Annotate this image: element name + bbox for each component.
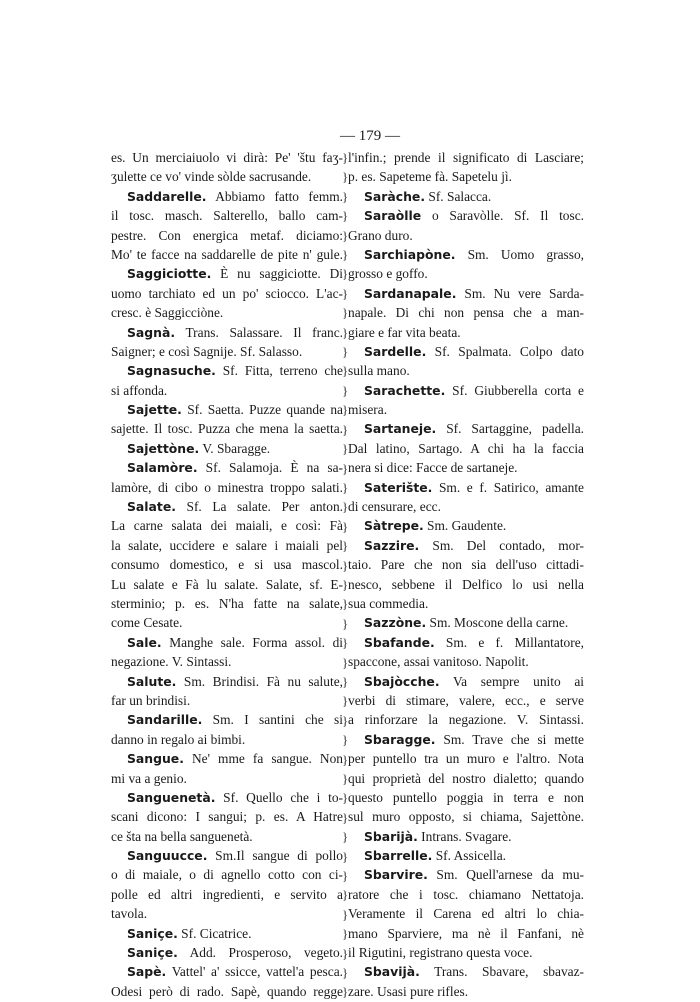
entry-headword: Sangue.	[127, 751, 184, 767]
entry-text: Sm. I santini che si	[202, 712, 343, 728]
entry-text: mano Sparviere, ma nè il Fanfani, nè	[348, 925, 584, 941]
entry-text: di censurare, ecc.	[348, 499, 441, 515]
text-line	[348, 769, 584, 788]
entry-text: tavola.	[111, 906, 148, 922]
text-line	[348, 788, 584, 807]
dictionary-entry-line	[111, 400, 343, 419]
entry-text: sulla mano.	[348, 363, 410, 379]
entry-text: p. es. Sapeteme fà. Sapetelu jì.	[348, 169, 512, 185]
column-divider: } } } } } } } } } } } } } } } } } } } } } } } } } } } } } } } } } } } } } } } } } } } }	[342, 150, 349, 1000]
entry-headword: Sardanapale.	[364, 285, 457, 301]
entry-text: Vattel' a' ssicce, vattel'a pesca.	[166, 964, 343, 980]
entry-headword: Sbarvire.	[364, 867, 428, 883]
entry-text: Grano duro.	[348, 227, 413, 243]
text-line	[111, 206, 343, 225]
entry-text: grosso e goffo.	[348, 266, 428, 282]
text-line	[111, 575, 343, 594]
entry-text: Manghe sale. Forma assol. di	[161, 634, 343, 650]
text-line	[348, 575, 584, 594]
entry-text: Dal latino, Sartago. A chi ha la faccia	[348, 440, 584, 456]
entry-text: Trans. Sbavare, sbavaz-	[419, 964, 584, 980]
dictionary-entry-line	[348, 419, 584, 438]
entry-headword: Sandarille.	[127, 712, 203, 728]
entry-headword: Sajettòne.	[127, 440, 200, 456]
text-line	[111, 904, 343, 923]
entry-text: Sf. Cicatrice.	[177, 925, 252, 941]
entry-headword: Saràche.	[364, 188, 426, 204]
dictionary-entry-line	[111, 672, 343, 691]
entry-text: uomo tarchiato ed un po' sciocco. L'ac-	[111, 285, 343, 301]
entry-text: a rinforzare la negazione. V. Sintassi.	[348, 712, 584, 728]
entry-text: Intrans. Svagare.	[417, 828, 512, 844]
text-line	[348, 807, 584, 826]
text-line	[348, 361, 584, 380]
entry-text: Veramente il Carena ed altri lo chia-	[348, 906, 584, 922]
text-line	[111, 284, 343, 303]
entry-headword: Saraòlle	[364, 208, 422, 224]
dictionary-entry-line	[111, 458, 343, 477]
entry-headword: Saniçe.	[127, 925, 178, 941]
dictionary-entry-line	[348, 245, 584, 264]
entry-text: misera.	[348, 402, 388, 418]
entry-headword: Sbajòcche.	[364, 673, 440, 689]
entry-headword: Sbaragge.	[364, 731, 436, 747]
text-line	[348, 652, 584, 671]
entry-text: cresc. è Saggicciòne.	[111, 305, 224, 321]
entry-headword: Sardelle.	[364, 343, 427, 359]
entry-headword: Sanguenetà.	[127, 789, 216, 805]
left-column	[111, 148, 343, 1001]
text-line	[348, 749, 584, 768]
entry-headword: Sbarijà.	[364, 828, 418, 844]
entry-text: zare. Usasi pure rifles.	[348, 983, 469, 999]
entry-text: consumo domestico, e si usa mascol.	[111, 557, 343, 573]
entry-text: lamòre, di cibo o minestra troppo salati.	[111, 479, 343, 495]
text-line	[348, 885, 584, 904]
entry-text: Sf. Sartaggine, padella.	[436, 421, 584, 437]
text-line	[111, 865, 343, 884]
entry-text: il tosc. masch. Salterello, ballo cam-	[111, 208, 343, 224]
text-line	[111, 536, 343, 555]
entry-text: qui proprietà del nostro dialetto; quando	[348, 770, 584, 786]
entry-headword: Sartaneje.	[364, 421, 437, 437]
entry-text: Trans. Salassare. Il franc.	[175, 324, 343, 340]
text-line	[348, 226, 584, 245]
entry-text: Lu salate e Fà lu salate. Salate, sf. E-	[111, 576, 343, 592]
entry-text: Sm. e f. Satirico, amante	[432, 479, 584, 495]
entry-text: l'infin.; prende il significato di Lasciare;	[348, 150, 584, 165]
dictionary-entry-line	[348, 284, 584, 303]
entry-text: sajette. Il tosc. Puzza che mena la saetta.	[111, 421, 343, 437]
text-line	[111, 226, 343, 245]
dictionary-entry-line	[111, 846, 343, 865]
entry-text: Add. Prosperoso, vegeto.	[177, 945, 343, 961]
text-line	[348, 943, 584, 962]
dictionary-entry-line	[348, 633, 584, 652]
entry-headword: Sbarrelle.	[364, 848, 433, 864]
entry-headword: Sazzire.	[364, 537, 420, 553]
text-line	[111, 419, 343, 438]
entry-text: taio. Pare che non sia dell'uso cittadi-	[348, 557, 584, 573]
entry-text: La carne salata dei maiali, e così: Fà	[111, 518, 343, 534]
text-line	[111, 245, 343, 264]
text-line	[111, 730, 343, 749]
entry-text: Sf. Quello che i to-	[215, 789, 343, 805]
entry-text: V. Sbaragge.	[199, 440, 271, 456]
entry-text: come Cesate.	[111, 615, 183, 631]
entry-text: Mo' te facce na saddarelle de pite n' gule.	[111, 246, 343, 262]
entry-headword: Saterište.	[364, 479, 433, 495]
entry-text: spaccone, assai vanitoso. Napolit.	[348, 654, 529, 670]
text-line	[111, 807, 343, 826]
entry-text: Sm. e f. Millantatore,	[434, 634, 584, 650]
entry-headword: Salate.	[127, 499, 176, 515]
entry-headword: Salamòre.	[127, 460, 198, 476]
dictionary-entry-line	[111, 633, 343, 652]
dictionary-entry-line	[348, 962, 584, 981]
entry-text: il Rigutini, registrano questa voce.	[348, 945, 533, 961]
entry-text: Sm. Nu vere Sarda-	[456, 285, 584, 301]
text-line	[348, 323, 584, 342]
entry-headword: Saniçe.	[127, 945, 178, 961]
entry-text: sul muro opposto, si chiama, Sajettòne.	[348, 809, 584, 825]
text-line	[111, 652, 343, 671]
entry-text: verbi di stimare, valere, ecc., e serve	[348, 692, 584, 708]
entry-text: mi va a genio.	[111, 770, 187, 786]
entry-text: sterminio; p. es. N'ha fatte na salate,	[111, 595, 343, 611]
text-line	[348, 497, 584, 516]
dictionary-entry-line	[111, 323, 343, 342]
entry-text: Sf. Salacca.	[425, 188, 492, 204]
dictionary-entry-line	[348, 478, 584, 497]
entry-text: Sf. Fitta, terreno che	[215, 363, 343, 379]
entry-text: es. Un merciaiuolo vi dirà: Pe' 'štu faʒ-	[111, 150, 343, 165]
text-line	[348, 439, 584, 458]
dictionary-entry-line	[111, 497, 343, 516]
entry-text: Sf. Salamoja. È na sa-	[197, 460, 343, 476]
entry-headword: Sajette.	[127, 402, 182, 418]
entry-text: Sm. Gaudente.	[423, 518, 507, 534]
dictionary-entry-line	[348, 730, 584, 749]
dictionary-entry-line	[348, 206, 584, 225]
entry-text: napale. Di chi non pensa che a man-	[348, 305, 584, 321]
text-line	[111, 478, 343, 497]
dictionary-entry-line	[348, 827, 584, 846]
entry-text: sua commedia.	[348, 595, 429, 611]
entry-headword: Sbavijà.	[364, 964, 420, 980]
entry-headword: Sagnasuche.	[127, 363, 216, 379]
entry-headword: Saddarelle.	[127, 188, 207, 204]
entry-text: danno in regalo ai bimbi.	[111, 731, 246, 747]
entry-text: Sm. Del contado, mor-	[419, 537, 584, 553]
dictionary-entry-line	[348, 516, 584, 535]
entry-headword: Sanguucce.	[127, 848, 208, 864]
entry-headword: Sarachette.	[364, 382, 446, 398]
entry-text: o di maiale, o di agnello cotto con ci-	[111, 867, 343, 883]
entry-text: Va sempre unito ai	[439, 673, 584, 689]
text-line	[111, 827, 343, 846]
entry-text: Sm. Brindisi. Fà nu salute,	[176, 673, 343, 689]
entry-text: nera si dice: Facce de sartaneje.	[348, 460, 518, 476]
dictionary-entry-line	[111, 924, 343, 943]
text-line	[348, 148, 584, 167]
text-line	[348, 400, 584, 419]
text-line	[348, 924, 584, 943]
entry-text: Sm. Moscone della carne.	[426, 615, 569, 631]
entry-text: È nu saggiciotte. Di	[211, 266, 343, 282]
entry-text: far un brindisi.	[111, 692, 191, 708]
entry-text: Sm.Il sangue di pollo	[207, 848, 343, 864]
entry-headword: Saggiciotte.	[127, 266, 212, 282]
entry-text: Sf. Assicella.	[432, 848, 507, 864]
dictionary-entry-line	[111, 361, 343, 380]
text-line	[111, 691, 343, 710]
entry-text: giare e far vita beata.	[348, 324, 461, 340]
entry-headword: Sarchiapòne.	[364, 246, 456, 262]
dictionary-entry-line	[111, 264, 343, 283]
dictionary-entry-line	[348, 381, 584, 400]
text-line	[348, 710, 584, 729]
text-line	[111, 613, 343, 632]
text-line	[348, 691, 584, 710]
dictionary-entry-line	[348, 342, 584, 361]
dictionary-entry-line	[348, 613, 584, 632]
entry-headword: Sale.	[127, 634, 162, 650]
entry-text: per puntello tra un muro e l'altro. Nota	[348, 751, 584, 767]
dictionary-entry-line	[111, 749, 343, 768]
text-line	[111, 381, 343, 400]
dictionary-entry-line	[111, 962, 343, 981]
entry-text: ce šta na bella sanguenetà.	[111, 828, 253, 844]
dictionary-entry-line	[348, 846, 584, 865]
entry-text: si affonda.	[111, 382, 168, 398]
entry-headword: Sazzòne.	[364, 615, 427, 631]
text-line	[111, 342, 343, 361]
text-line	[111, 167, 343, 186]
dictionary-entry-line	[348, 536, 584, 555]
entry-headword: Sagnà.	[127, 324, 176, 340]
entry-text: pestre. Con energica metaf. diciamo:	[111, 227, 343, 243]
text-line	[348, 167, 584, 186]
text-line	[111, 594, 343, 613]
text-line	[348, 982, 584, 1001]
text-line	[348, 555, 584, 574]
entry-text: Sf. Spalmata. Colpo dato	[426, 343, 584, 359]
entry-headword: Salute.	[127, 673, 177, 689]
entry-text: questo puntello poggia in terra e non	[348, 789, 584, 805]
text-line	[111, 982, 343, 1001]
text-line	[111, 516, 343, 535]
entry-text: Saigner; e così Sagnije. Sf. Salasso.	[111, 343, 303, 359]
text-line	[111, 769, 343, 788]
entry-text: Sf. Saetta. Puzze quande na	[181, 402, 343, 418]
entry-text: Abbiamo fatto femm.	[206, 188, 343, 204]
dictionary-entry-line	[111, 788, 343, 807]
entry-text: negazione. V. Sintassi.	[111, 654, 232, 670]
entry-text: Sf. Giubberella corta e	[445, 382, 584, 398]
entry-text: Odesi però di rado. Sapè, quando regge	[111, 983, 343, 999]
dictionary-entry-line	[348, 187, 584, 206]
entry-text: polle ed altri ingredienti, e servito a	[111, 886, 343, 902]
entry-text: la salate, uccidere e salare i maiali pel	[111, 537, 343, 553]
entry-text: Sm. Quell'arnese da mu-	[427, 867, 584, 883]
dictionary-entry-line	[348, 672, 584, 691]
entry-headword: Sbafande.	[364, 634, 435, 650]
text-line	[111, 148, 343, 167]
text-line	[348, 303, 584, 322]
page-number: — 179 —	[340, 128, 400, 144]
entry-text: ratore che i tosc. chiamano Nettatoja.	[348, 886, 584, 902]
entry-text: Sf. La salate. Per anton.	[175, 499, 343, 515]
entry-headword: Sapè.	[127, 964, 167, 980]
dictionary-entry-line	[111, 187, 343, 206]
entry-headword: Sàtrepe.	[364, 518, 424, 534]
entry-text: Sm. Trave che si mette	[435, 731, 584, 747]
dictionary-entry-line	[348, 865, 584, 884]
text-line	[348, 904, 584, 923]
text-line	[348, 264, 584, 283]
text-line	[348, 594, 584, 613]
entry-text: scani dicono: I sangui; p. es. A Hatre	[111, 809, 343, 825]
entry-text: o Saravòlle. Sf. Il tosc.	[421, 208, 584, 224]
entry-text: nesco, sebbene il Delfico lo usi nella	[348, 576, 584, 592]
entry-text: Ne' mme fa sangue. Non	[183, 751, 343, 767]
dictionary-entry-line	[111, 710, 343, 729]
dictionary-entry-line	[111, 943, 343, 962]
entry-text: Sm. Uomo grasso,	[455, 246, 584, 262]
entry-text: ʒulette ce vo' vinde sòlde sacrusande.	[111, 169, 312, 185]
text-line	[111, 885, 343, 904]
text-line	[348, 458, 584, 477]
right-column	[348, 148, 584, 1001]
text-line	[111, 555, 343, 574]
dictionary-entry-line	[111, 439, 343, 458]
text-line	[111, 303, 343, 322]
